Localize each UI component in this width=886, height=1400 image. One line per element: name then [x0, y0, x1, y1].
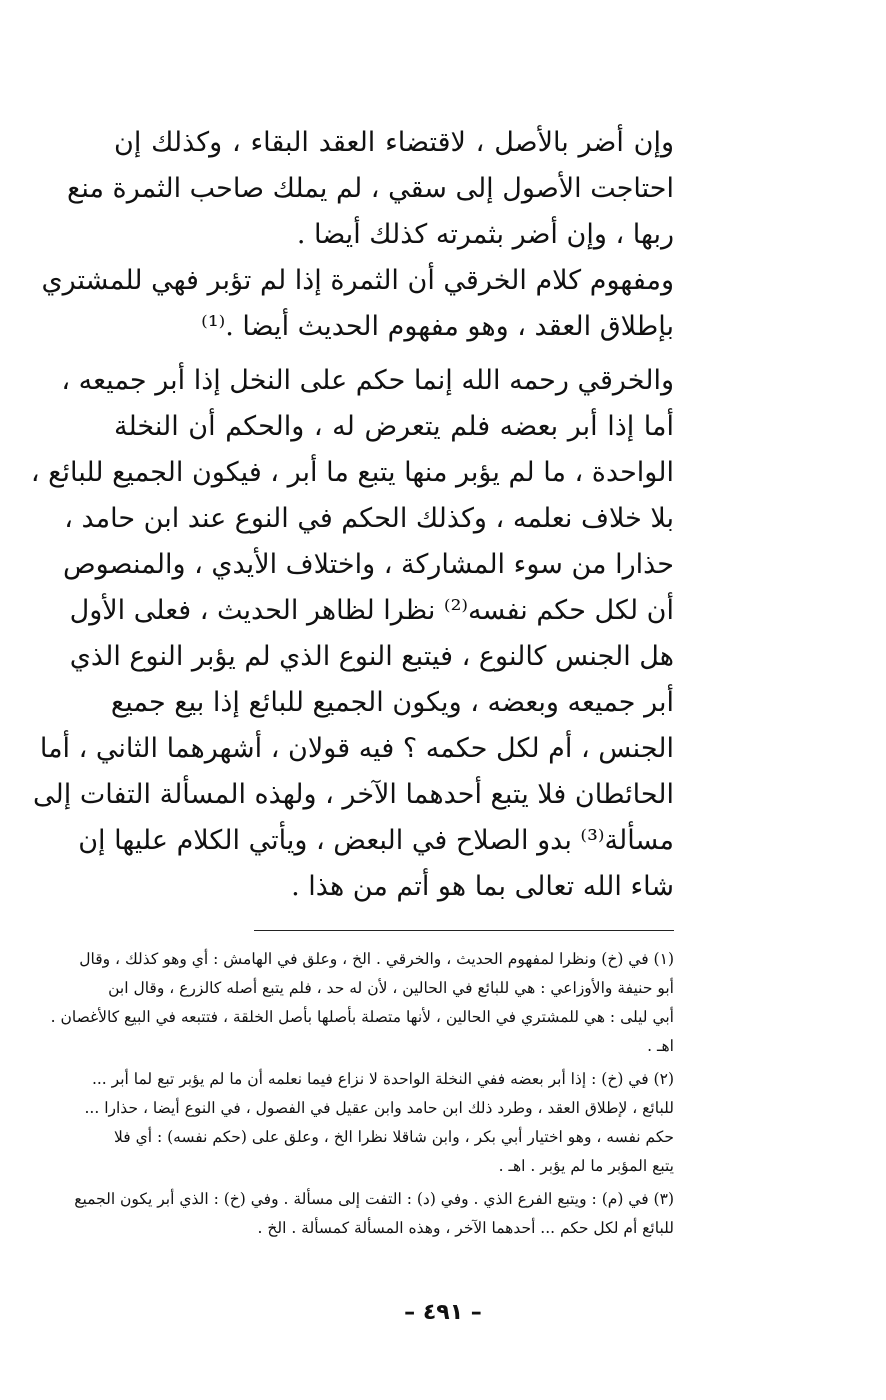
footnote-1 — [50, 945, 674, 1061]
text-line: أبر جميعه وبعضه ، ويكون الجميع للبائع إذا بيع جميع — [110, 687, 674, 718]
main-text — [30, 120, 674, 910]
footnote-3 — [74, 1185, 674, 1243]
footnote-line: (١) في (خ) ونظرا لمفهوم الحديث ، والخرقي . الخ ، وعلق في الهامش : أي وهو كذلك ، وقال — [79, 950, 674, 968]
footnote-line: للبائع ، لإطلاق العقد ، وطرد ذلك ابن حامد وابن عقيل في الفصول ، في النوع أيضا ، حذارا ... — [84, 1099, 674, 1117]
footnote-line: أبي ليلى : هي للمشتري في الحالين ، لأنها متصلة بأصلها بأصل الخلقة ، فتتبعه في البيع كالأغصان . — [50, 1008, 674, 1026]
text-line: هل الجنس كالنوع ، فيتبع النوع الذي لم يؤبر النوع الذي — [69, 641, 674, 672]
footnotes — [50, 945, 674, 1243]
text-line: مسألة⁽³⁾ بدو الصلاح في البعض ، ويأتي الكلام عليها إن — [78, 825, 674, 856]
text-line: الواحدة ، ما لم يؤبر منها يتبع ما أبر ، فيكون الجميع للبائع ، — [30, 457, 674, 488]
text-line: أن لكل حكم نفسه⁽²⁾ نظرا لظاهر الحديث ، فعلى الأول — [69, 595, 674, 626]
text-line: الحائطان فلا يتبع أحدهما الآخر ، ولهذه المسألة التفات إلى — [33, 779, 674, 810]
text-line: احتاجت الأصول إلى سقي ، لم يملك صاحب الثمرة منع — [66, 173, 674, 204]
page-number: – ٤٩١ – — [404, 1300, 482, 1325]
text-line: حذارا من سوء المشاركة ، واختلاف الأيدي ، والمنصوص — [62, 549, 674, 580]
footnote-line: اهـ . — [647, 1037, 674, 1055]
footnote-line: أبو حنيفة والأوزاعي : هي للبائع في الحالين ، لأن له حد ، فلم يتبع أصله كالزرع ، وقال ابن — [108, 979, 674, 997]
text-line: الجنس ، أم لكل حكمه ؟ فيه قولان ، أشهرهما الثاني ، أما — [39, 733, 674, 764]
footnote-2 — [84, 1065, 674, 1181]
footnote-line: (٢) في (خ) : إذا أبر بعضه ففي النخلة الواحدة لا نزاع فيما نعلمه أن ما لم يؤبر تبع لما أبر ... — [91, 1070, 674, 1088]
text-line: بلا خلاف نعلمه ، وكذلك الحكم في النوع عند ابن حامد ، — [64, 503, 674, 534]
footnote-line: حكم نفسه ، وهو اختيار أبي بكر ، وابن شاقلا نظرا الخ ، وعلق على (حكم نفسه) : أي فلا — [114, 1128, 674, 1146]
footnote-line: (٣) في (م) : ويتبع الفرع الذي . وفي (د) : التفت إلى مسألة . وفي (خ) : الذي أبر يكون الجميع — [74, 1190, 674, 1208]
paragraph-2 — [41, 258, 674, 350]
text-line: أما إذا أبر بعضه فلم يتعرض له ، والحكم أن النخلة — [114, 411, 674, 442]
footnote-line: للبائع أم لكل حكم ... أحدهما الآخر ، وهذه المسألة كمسألة . الخ . — [257, 1219, 674, 1237]
text-line: بإطلاق العقد ، وهو مفهوم الحديث أيضا .⁽¹⁾ — [201, 311, 674, 342]
text-line: ربها ، وإن أضر بثمرته كذلك أيضا . — [296, 219, 674, 250]
text-line: شاء الله تعالى بما هو أتم من هذا . — [291, 871, 674, 902]
text-line: ومفهوم كلام الخرقي أن الثمرة إذا لم تؤبر فهي للمشتري — [41, 265, 674, 296]
footnote-divider — [254, 930, 674, 931]
text-line: والخرقي رحمه الله إنما حكم على النخل إذا أبر جميعه ، — [61, 365, 674, 396]
paragraph-1 — [66, 120, 674, 258]
footnote-line: يتبع المؤبر ما لم يؤبر . اهـ . — [498, 1157, 674, 1175]
paragraph-3 — [30, 358, 674, 910]
text-line: وإن أضر بالأصل ، لاقتضاء العقد البقاء ، وكذلك إن — [114, 127, 674, 158]
